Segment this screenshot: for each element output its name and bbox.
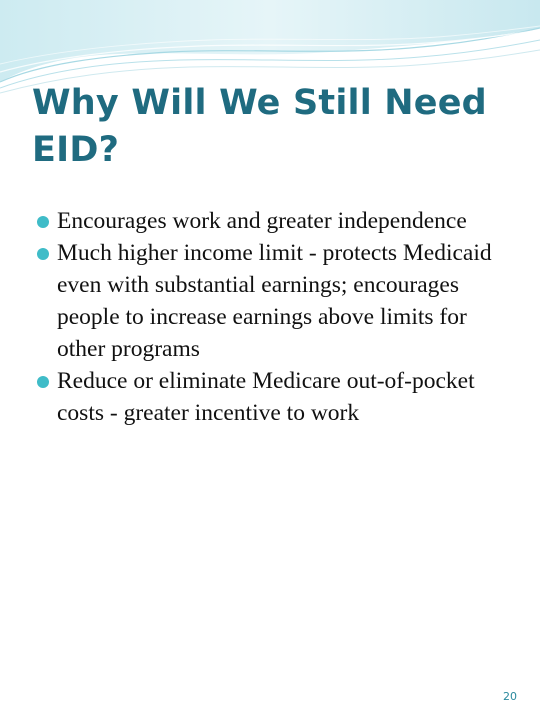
bullet-dot-icon: [37, 248, 49, 260]
bullet-item: [36, 365, 516, 429]
slide-title: Why Will We Still Need EID?: [32, 83, 487, 170]
bullet-item: [36, 237, 516, 365]
bullet-dot-icon: [37, 376, 49, 388]
bullet-text: Much higher income limit - protects Medicaid even with substantial earnings; encourages people to increase earnings above limits for other programs: [57, 240, 492, 362]
bullet-item: [36, 205, 516, 237]
bullet-dot-icon: [37, 216, 49, 228]
page-number: 20: [503, 690, 517, 703]
bullet-list: [36, 205, 516, 429]
bullet-text: Encourages work and greater independence: [57, 208, 467, 234]
bullet-text: Reduce or eliminate Medicare out-of-pocket costs - greater incentive to work: [57, 368, 475, 426]
